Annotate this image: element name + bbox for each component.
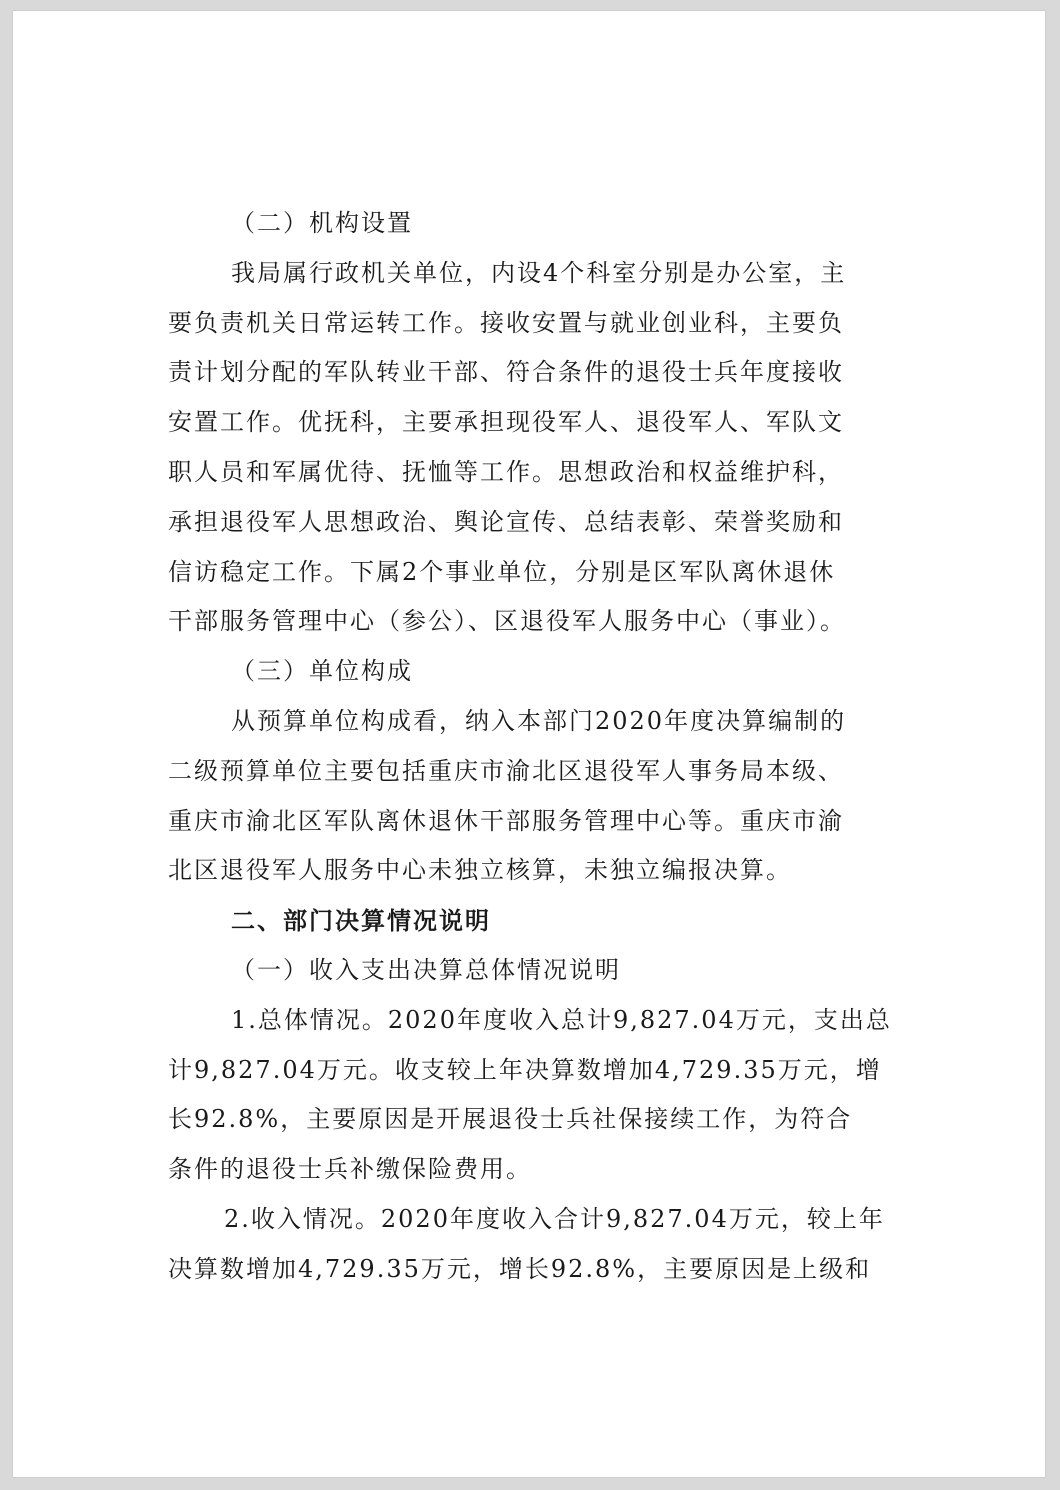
paragraph-line: 计9,827.04万元。收支较上年决算数增加4,729.35万元，增	[168, 1055, 882, 1084]
paragraph-line: 条件的退役士兵补缴保险费用。	[168, 1155, 532, 1184]
paragraph-line: 二级预算单位主要包括重庆市渝北区退役军人事务局本级、	[168, 756, 844, 785]
paragraph-line: 安置工作。优抚科，主要承担现役军人、退役军人、军队文	[168, 408, 844, 437]
paragraph-line: 从预算单位构成看，纳入本部门2020年度决算编制的	[231, 706, 847, 735]
paragraph-line: 干部服务管理中心（参公）、区退役军人服务中心（事业）。	[168, 607, 846, 636]
paragraph-line: 要负责机关日常运转工作。接收安置与就业创业科，主要负	[168, 308, 844, 337]
chapter-heading-budget-explanation: 二、部门决算情况说明	[231, 906, 491, 936]
paragraph-line: 承担退役军人思想政治、舆论宣传、总结表彰、荣誉奖励和	[168, 507, 844, 536]
paragraph-line: 决算数增加4,729.35万元，增长92.8%，主要原因是上级和	[168, 1254, 872, 1283]
section-heading-unit-composition: （三）单位构成	[231, 657, 413, 686]
section-heading-income-expenditure: （一）收入支出决算总体情况说明	[231, 955, 621, 984]
paragraph-line: 长92.8%，主要原因是开展退役士兵社保接续工作，为符合	[168, 1105, 853, 1134]
paragraph-line: 职人员和军属优待、抚恤等工作。思想政治和权益维护科，	[168, 457, 844, 486]
paragraph-line: 重庆市渝北区军队离休退休干部服务管理中心等。重庆市渝	[168, 806, 844, 835]
paragraph-line: 2.收入情况。2020年度收入合计9,827.04万元，较上年	[224, 1204, 885, 1233]
document-page	[12, 10, 1046, 1478]
paragraph-line: 责计划分配的军队转业干部、符合条件的退役士兵年度接收	[168, 358, 844, 387]
body-text	[168, 199, 908, 1295]
paragraph-line: 我局属行政机关单位，内设4个科室分别是办公室，主	[231, 258, 847, 287]
paragraph-line: 北区退役军人服务中心未独立核算，未独立编报决算。	[168, 856, 792, 885]
paragraph-line: 信访稳定工作。下属2个事业单位，分别是区军队离休退休	[168, 557, 836, 586]
section-heading-org-setup: （二）机构设置	[231, 209, 413, 237]
paragraph-line: 1.总体情况。2020年度收入总计9,827.04万元，支出总	[231, 1005, 892, 1034]
